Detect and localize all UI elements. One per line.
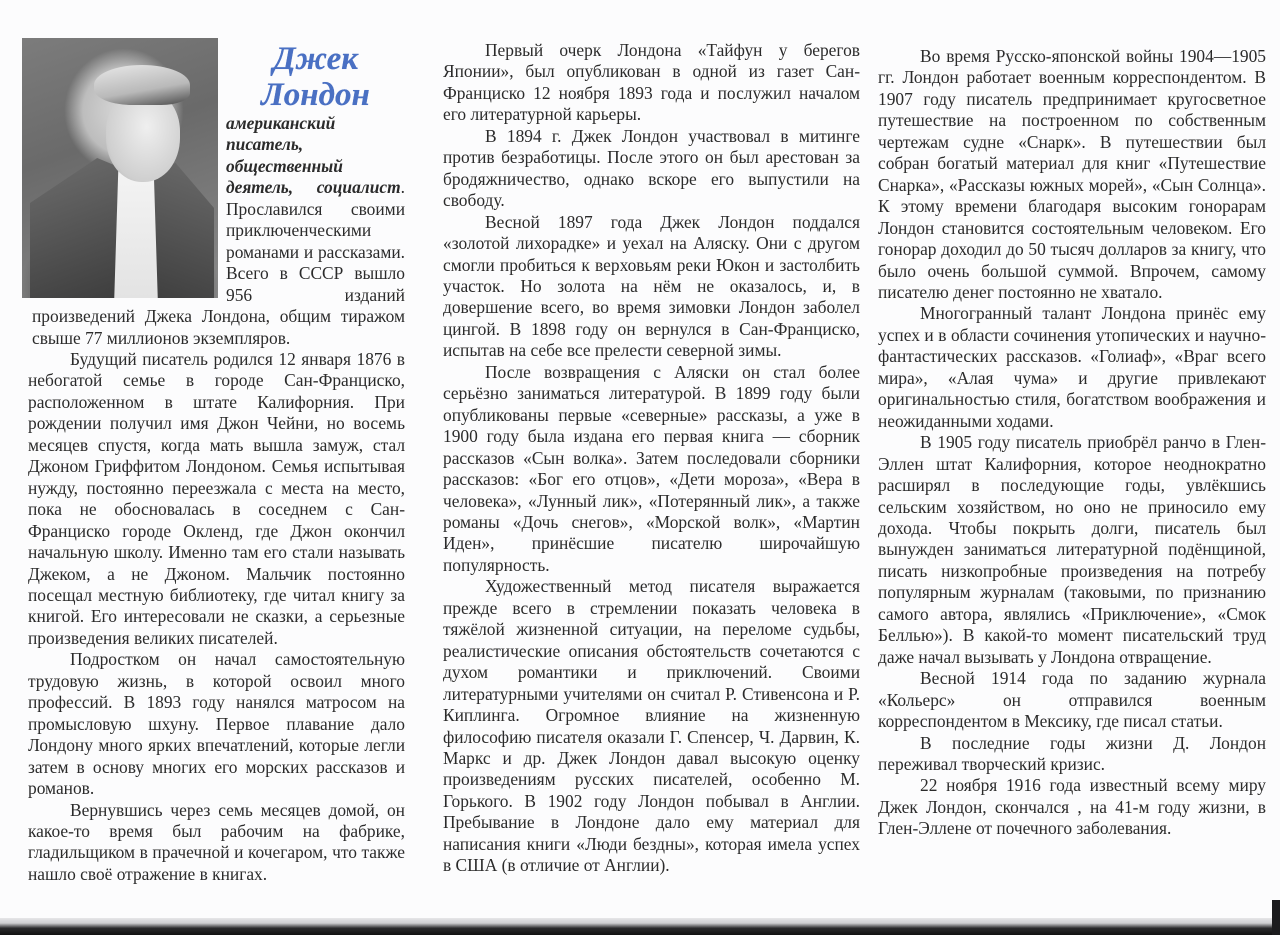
paragraph: Вернувшись через семь месяцев домой, он какое-то время был рабочим на фабрике, гладильщиком в прачечной и кочегаром, что также нашло своё отражение в книгах. — [28, 799, 405, 884]
left-column — [28, 38, 405, 885]
paragraph: 22 ноября 1916 года известный всему миру Джек Лондон, скончался , на 41-м году жизни, в Глен-Эллене от почечного заболевания. — [878, 775, 1266, 839]
portrait-shirt — [114, 166, 158, 298]
paragraph: Подростком он начал самостоятельную трудовую жизнь, в которой освоил много профессий. В 1893 году нанялся матросом на промысловую шхуну. Первое плавание дало Лондону много ярких впечатлений, которые легли затем в основу многих его морских рассказов и романов. — [28, 649, 405, 799]
intro-lead: американский писатель, общественный деятель, социалист — [226, 113, 401, 198]
portrait-jacket-right — [150, 163, 214, 298]
title-first-name: Джек — [273, 41, 358, 77]
paragraph: Весной 1897 года Джек Лондон поддался «золотой лихорадке» и уехал на Аляску. Они с другом смогли пробиться к верховьям реки Юкон и застолбить участок. Но золота на нём не оказалось, и, в довершение всего, во время зимовки Лондон заболел цингой. В 1898 году он вернулся в Сан-Франциско, испытав на себе все прелести северной зимы. — [443, 211, 860, 361]
scan-corner-shadow — [1272, 900, 1280, 935]
paragraph: Во время Русско-японской войны 1904—1905 гг. Лондон работает военным корреспондентом. В 1907 году писатель предпринимает кругосветное путешествие на построенном по собственным чертежам судне «Снарк». В путешествии был собран богатый материал для книг «Путешествие Снарка», «Рассказы южных морей», «Сын Солнца». К этому времени благодаря высоким гонорарам Лондон становится состоятельным человеком. Его гонорар доходил до 50 тысяч долларов за книгу, что было очень большой суммой. Впрочем, самому писателю денег постоянно не хватало. — [878, 46, 1266, 302]
intro-rest: . Прославился своими приключенческими романами и рассказами. Всего в СССР вышло 956 изданий произведений Джека Лондона, общим тиражом свыше 77 миллионов экземпляров. — [32, 177, 405, 348]
scan-bottom-edge — [0, 918, 1280, 935]
paragraph: Многогранный талант Лондона принёс ему успех и в области сочинения утопических и научно-фантастических рассказов. «Голиаф», «Враг всего мира», «Алая чума» и другие привлекают оригинальностью стиля, богатством воображения и неожиданными ходами. — [878, 303, 1266, 431]
portrait-jacket-left — [30, 158, 126, 298]
middle-column — [443, 40, 860, 877]
right-column — [878, 46, 1266, 840]
title-last-name: Лондон — [261, 77, 370, 113]
paragraph: В последние годы жизни Д. Лондон переживал творческий кризис. — [878, 732, 1266, 774]
portrait-photo — [22, 38, 218, 298]
portrait-hair — [94, 65, 190, 105]
paragraph: Весной 1914 года по заданию журнала «Кольерс» он отправился военным корреспондентом в Мексику, где писал статьи. — [878, 668, 1266, 732]
paragraph: Первый очерк Лондона «Тайфун у берегов Японии», был опубликован в одной из газет Сан-Франциско 12 ноября 1893 года и послужил началом его литературной карьеры. — [443, 40, 860, 125]
paragraph: В 1894 г. Джек Лондон участвовал в митинге против безработицы. После этого он был арестован за бродяжничество, однако вскоре его выпустили на свободу. — [443, 125, 860, 211]
paragraph: Художественный метод писателя выражается прежде всего в стремлении показать человека в тяжёлой жизненной ситуации, на переломе судьбы, реалистические описания обстоятельств сочетаются с духом романтики и приключений. Своими литературными учителями он считал Р. Стивенсона и Р. Киплинга. Огромное влияние на жизненную философию писателя оказали Г. Спенсер, Ч. Дарвин, К. Маркс и др. Джек Лондон давал высокую оценку произведениям русских писателей, особенно М. Горького. В 1902 году Лондон побывал в Англии. Пребывание в Лондоне дало ему материал для написания книги «Люди бездны», которая имела успех в США (в отличие от Англии). — [443, 576, 860, 876]
paragraph: В 1905 году писатель приобрёл ранчо в Глен-Эллен штат Калифорния, которое неоднократно расширял в последующие годы, увлёкшись сельским хозяйством, но оно не приносило ему дохода. Чтобы покрыть долги, писатель был вынужден заниматься литературной подёнщиной, писать низкопробные произведения на потребу популярным журналам (таковыми, по признанию самого автора, являлись «Приключение», «Смок Беллью»). В какой-то момент писательский труд даже начал вызывать у Лондона отвращение. — [878, 432, 1266, 667]
paragraph: Будущий писатель родился 12 января 1876 в небогатой семье в городе Сан-Франциско, расположенном в штате Калифорния. При рождении получил имя Джон Чейни, но восемь месяцев спустя, когда мать вышла замуж, стал Джоном Гриффитом Лондоном. Семья испытывая нужду, постоянно переезжала с места на место, пока не обосновалась в соседнем с Сан-Франциско городе Окленд, где Джон окончил начальную школу. Именно там его стали называть Джеком, а не Джоном. Мальчик постоянно посещал местную библиотеку, где читал книгу за книгой. Его интересовали не сказки, а серьезные произведения великих писателей. — [28, 348, 405, 648]
paragraph: После возвращения с Аляски он стал более серьёзно заниматься литературой. В 1899 году были опубликованы первые «северные» рассказы, а уже в 1900 году была издана его первая книга — сборник рассказов «Сын волка». Затем последовали сборники рассказов: «Бог его отцов», «Дети мороза», «Вера в человека», «Лунный лик», «Потерянный лик», а также романы «Дочь снегов», «Морской волк», «Мартин Иден», принёсшие писателю широчайшую популярность. — [443, 361, 860, 575]
